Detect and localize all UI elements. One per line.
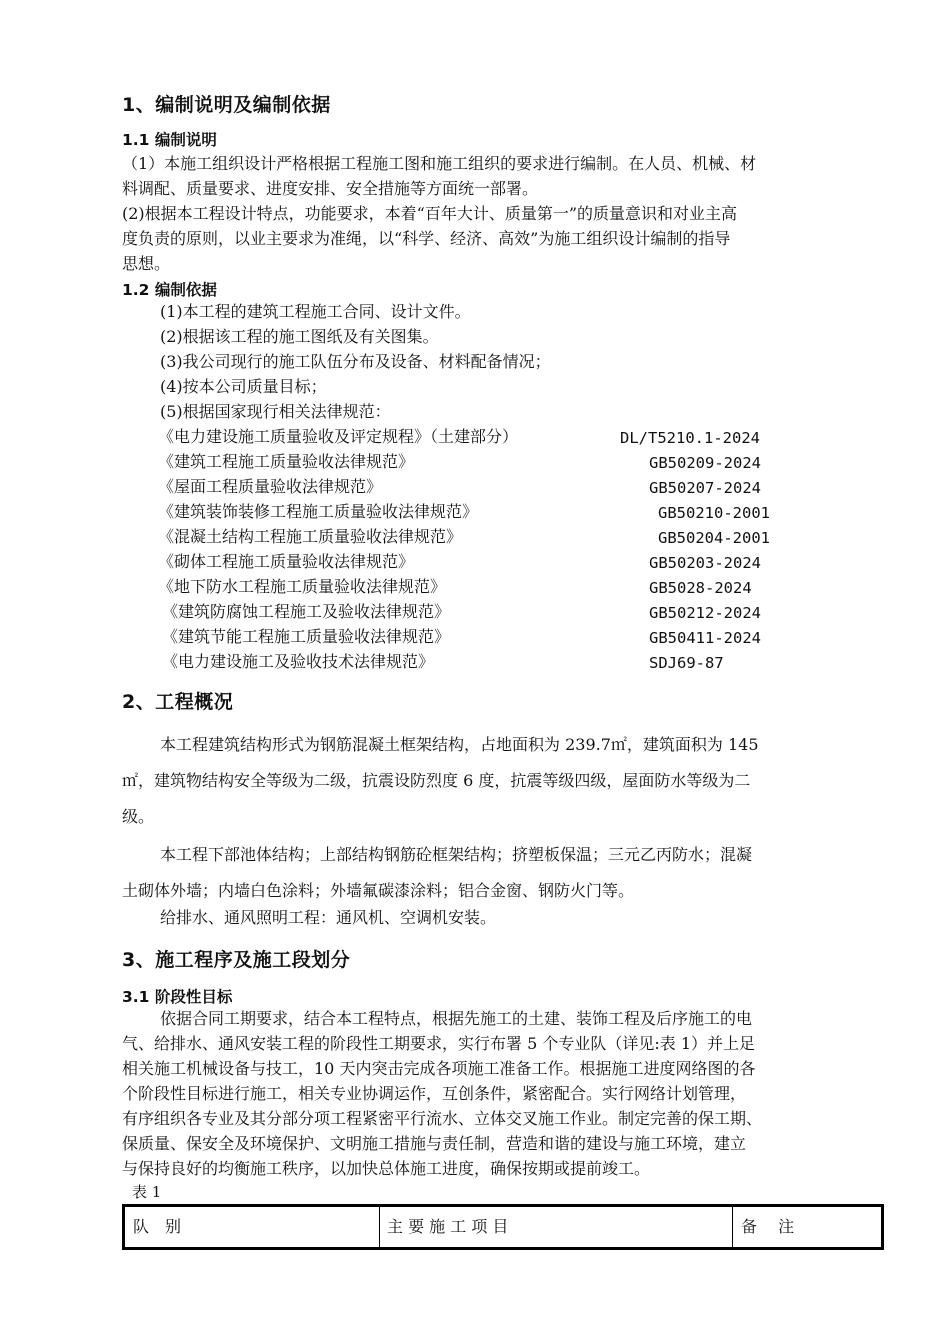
paragraph-line: 料调配、质量要求、进度安排、安全措施等方面统一部署。 (122, 179, 539, 198)
paragraph-line: 土砌体外墙；内墙白色涂料；外墙氟碳漆涂料；铝合金窗、钢防火门等。 (122, 881, 635, 900)
standard-name: 《地下防水工程施工质量验收法律规范》 (158, 577, 447, 596)
paragraph-line: 保质量、保安全及环境保护、文明施工措施与责任制，营造和谐的建设与施工环境，建立 (122, 1134, 747, 1153)
paragraph-line: 有序组织各专业及其分部分项工程紧密平行流水、立体交叉施工作业。制定完善的保工期、 (122, 1109, 763, 1128)
paragraph-line: 相关施工机械设备与技工，10 天内突击完成各项施工准备工作。根据施工进度网络图的各 (122, 1059, 756, 1078)
table-divider (732, 1207, 733, 1247)
paragraph-line: 度负责的原则，以业主要求为准绳，以“科学、经济、高效”为施工组织设计编制的指导 (122, 229, 731, 248)
standard-name: 《电力建设施工及验收技术法律规范》 (162, 652, 435, 671)
standard-code: SDJ69-87 (649, 654, 724, 672)
standard-name: 《建筑工程施工质量验收法律规范》 (158, 452, 415, 471)
standard-code: GB50411-2024 (649, 629, 761, 647)
paragraph-line: 本工程建筑结构形式为钢筋混凝土框架结构，占地面积为 239.7㎡，建筑面积为 145 (160, 735, 759, 754)
table-divider (379, 1207, 380, 1247)
table-caption: 表 1 (132, 1183, 162, 1201)
standard-code: GB50203-2024 (649, 554, 761, 572)
basis-item: (5)根据国家现行相关法律规范： (160, 402, 391, 421)
paragraph-line: (2)根据本工程设计特点，功能要求，本着“百年大计、质量第一”的质量意识和对业主高 (122, 204, 738, 223)
standard-name: 《电力建设施工质量验收及评定规程》（土建部分） (158, 427, 519, 446)
table-header-cell: 队 别 (133, 1217, 182, 1236)
section3-heading: 3、施工程序及施工段划分 (122, 949, 351, 971)
standard-code: GB50210-2001 (658, 504, 770, 522)
paragraph-line: 气、给排水、通风安装工程的阶段性工期要求，实行布署 5 个专业队（详见:表 1）并上足 (122, 1034, 756, 1053)
standard-code: GB50207-2024 (649, 479, 761, 497)
section1-heading: 1、编制说明及编制依据 (122, 94, 331, 116)
basis-item: (1)本工程的建筑工程施工合同、设计文件。 (160, 302, 471, 321)
table (122, 1204, 884, 1250)
standard-name: 《屋面工程质量验收法律规范》 (158, 477, 383, 496)
section2-heading: 2、工程概况 (122, 691, 234, 713)
standard-name: 《建筑节能工程施工质量验收法律规范》 (162, 627, 451, 646)
section1-1-heading: 1.1 编制说明 (122, 131, 217, 149)
paragraph-line: 级。 (122, 807, 155, 826)
table-header-cell: 备 注 (741, 1217, 795, 1236)
paragraph-line: 与保持良好的均衡施工秩序，以加快总体施工进度，确保按期或提前竣工。 (122, 1159, 651, 1178)
basis-item: (2)根据该工程的施工图纸及有关图集。 (160, 327, 439, 346)
basis-item: (4)按本公司质量目标； (160, 377, 327, 396)
basis-item: (3)我公司现行的施工队伍分布及设备、材料配备情况； (160, 352, 551, 371)
standard-code: GB50209-2024 (649, 454, 761, 472)
standard-code: GB50204-2001 (658, 529, 770, 547)
standard-name: 《建筑装饰装修工程施工质量验收法律规范》 (158, 502, 479, 521)
table-header-cell: 主 要 施 工 项 目 (387, 1217, 509, 1236)
paragraph-line: 思想。 (122, 254, 171, 273)
paragraph-line: 个阶段性目标进行施工，相关专业协调运作，互创条件，紧密配合。实行网络计划管理， (122, 1084, 747, 1103)
section1-2-heading: 1.2 编制依据 (122, 281, 217, 299)
paragraph-line: ㎡，建筑物结构安全等级为二级，抗震设防烈度 6 度，抗震等级四级，屋面防水等级为二 (122, 771, 751, 790)
paragraph-line: （1）本施工组织设计严格根据工程施工图和施工组织的要求进行编制。在人员、机械、材 (122, 154, 757, 173)
standard-name: 《砌体工程施工质量验收法律规范》 (158, 552, 415, 571)
standard-code: DL/T5210.1-2024 (620, 429, 760, 447)
section3-1-heading: 3.1 阶段性目标 (122, 988, 233, 1006)
standard-code: GB50212-2024 (649, 604, 761, 622)
paragraph-line: 本工程下部池体结构；上部结构钢筋砼框架结构；挤塑板保温；三元乙丙防水；混凝 (160, 845, 753, 864)
standard-name: 《建筑防腐蚀工程施工及验收法律规范》 (162, 602, 451, 621)
paragraph-line: 依据合同工期要求，结合本工程特点，根据先施工的土建、装饰工程及后序施工的电 (160, 1009, 753, 1028)
standard-name: 《混凝土结构工程施工质量验收法律规范》 (158, 527, 463, 546)
paragraph-line: 给排水、通风照明工程：通风机、空调机安装。 (160, 908, 497, 927)
standard-code: GB5028-2024 (649, 579, 752, 597)
